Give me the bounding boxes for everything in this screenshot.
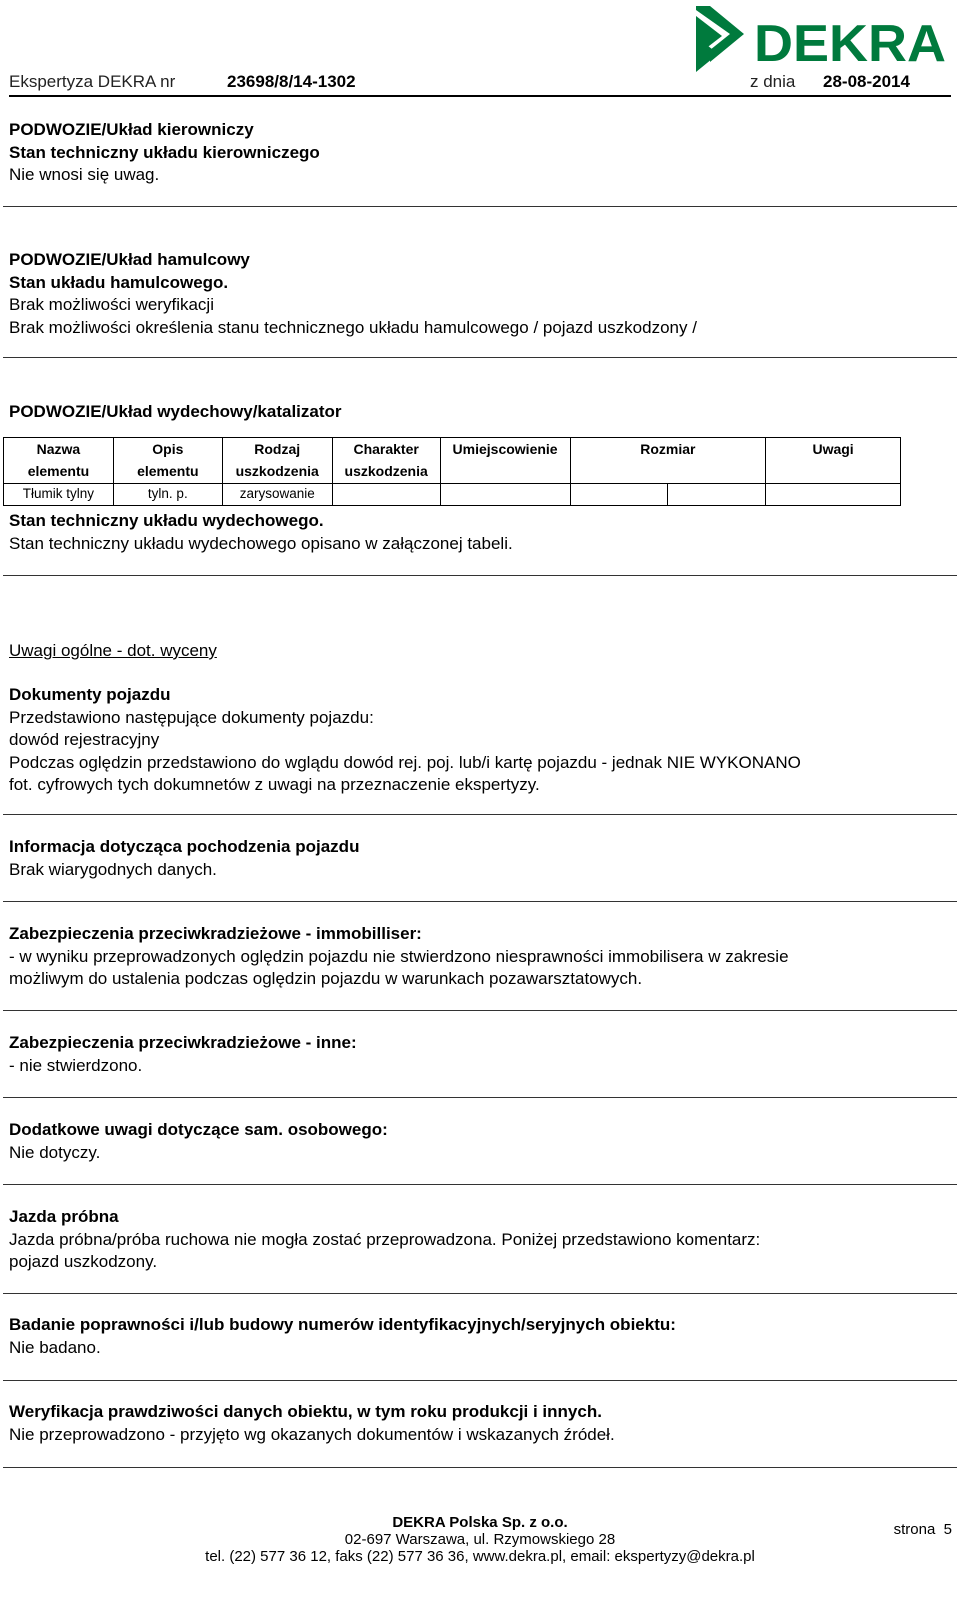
documents-section <box>9 684 951 797</box>
immobiliser-section <box>9 923 951 991</box>
exhaust-title: PODWOZIE/Układ wydechowy/katalizator <box>9 402 342 421</box>
section-divider <box>3 357 957 358</box>
document-header <box>9 72 951 96</box>
origin-title: Informacja dotycząca pochodzenia pojazdu <box>9 837 360 856</box>
other-security-section <box>9 1032 951 1077</box>
section-divider <box>3 814 957 815</box>
general-remarks-block <box>9 640 951 663</box>
steering-text: Nie wnosi się uwag. <box>9 165 160 184</box>
origin-section <box>9 836 951 881</box>
immobiliser-title: Zabezpieczenia przeciwkradzieżowe - immobilliser: <box>9 924 422 943</box>
damage-table-header <box>4 438 901 484</box>
page-label: strona <box>893 1521 936 1538</box>
col-header-location: Umiejscowienie <box>440 438 570 484</box>
section-divider <box>3 1097 957 1098</box>
table-cell: Tłumik tylny <box>4 484 114 506</box>
col-header-size: Rozmiar <box>570 438 766 484</box>
exhaust-status-block <box>9 510 951 555</box>
documents-line: Podczas oględzin przedstawiono do wglądu dowód rej. poj. lub/i kartę pojazdu - jednak NIE WYKONANO <box>9 752 801 772</box>
section-divider <box>3 1010 957 1011</box>
section-divider <box>3 1380 957 1381</box>
company-footer <box>0 1514 960 1565</box>
brakes-subtitle: Stan układu hamulcowego. <box>9 272 229 292</box>
steering-subtitle: Stan techniczny układu kierowniczego <box>9 142 320 162</box>
test-drive-title: Jazda próbna <box>9 1207 119 1226</box>
table-cell <box>668 484 766 506</box>
documents-line: Przedstawiono następujące dokumenty pojazdu: <box>9 707 374 727</box>
immobiliser-line: - w wyniku przeprowadzonych oględzin pojazdu nie stwierdzono niesprawności immobilisera w zakresie <box>9 946 789 966</box>
brakes-line2: Brak możliwości określenia stanu technicznego układu hamulcowego / pojazd uszkodzony / <box>9 317 697 337</box>
extra-remarks-section <box>9 1119 951 1164</box>
table-cell: tyln. p. <box>113 484 222 506</box>
documents-line: dowód rejestracyjny <box>9 730 160 749</box>
expertise-number: 23698/8/14-1302 <box>227 72 356 91</box>
section-divider <box>3 1467 957 1468</box>
col-header-description: Opis elementu <box>113 438 222 484</box>
header-divider <box>9 95 951 97</box>
general-remarks-heading: Uwagi ogólne - dot. wyceny <box>9 641 217 660</box>
date-label: z dnia <box>750 72 796 91</box>
table-cell: zarysowanie <box>222 484 332 506</box>
table-cell <box>440 484 570 506</box>
documents-title: Dokumenty pojazdu <box>9 685 171 704</box>
verification-title: Weryfikacja prawdziwości danych obiektu, w tym roku produkcji i innych. <box>9 1402 602 1421</box>
col-header-damage-type: Rodzaj uszkodzenia <box>222 438 332 484</box>
table-row <box>4 484 901 506</box>
section-divider <box>3 575 957 576</box>
expertise-label: Ekspertyza DEKRA nr <box>9 72 176 91</box>
page-value: 5 <box>943 1521 952 1538</box>
origin-text: Brak wiarygodnych danych. <box>9 859 217 879</box>
brakes-section <box>9 249 951 339</box>
steering-section <box>9 119 951 187</box>
id-numbers-text: Nie badano. <box>9 1337 101 1357</box>
section-divider <box>3 1293 957 1294</box>
steering-title: PODWOZIE/Układ kierowniczy <box>9 120 254 139</box>
dekra-logo-text: DEKRA <box>754 15 946 73</box>
extra-remarks-text: Nie dotyczy. <box>9 1142 101 1162</box>
section-divider <box>3 901 957 902</box>
brakes-title: PODWOZIE/Układ hamulcowy <box>9 250 250 269</box>
id-numbers-section <box>9 1314 951 1359</box>
verification-text: Nie przeprowadzono - przyjęto wg okazanych dokumentów i wskazanych źródeł. <box>9 1424 615 1444</box>
date-value: 28-08-2014 <box>823 72 910 91</box>
test-drive-line: pojazd uszkodzony. <box>9 1252 158 1271</box>
footer-company: DEKRA Polska Sp. z o.o. <box>392 1514 568 1531</box>
col-header-remarks: Uwagi <box>766 438 901 484</box>
section-divider <box>3 206 957 207</box>
exhaust-text: Stan techniczny układu wydechowego opisano w załączonej tabeli. <box>9 533 513 553</box>
exhaust-title-block <box>9 401 951 424</box>
id-numbers-title: Badanie poprawności i/lub budowy numerów identyfikacyjnych/seryjnych obiektu: <box>9 1315 676 1334</box>
test-drive-line: Jazda próbna/próba ruchowa nie mogła zostać przeprowadzona. Poniżej przedstawiono komentarz: <box>9 1229 761 1249</box>
footer-contact: tel. (22) 577 36 12, faks (22) 577 36 36, www.dekra.pl, email: ekspertyzy@dekra.pl <box>205 1548 755 1565</box>
exhaust-subtitle: Stan techniczny układu wydechowego. <box>9 511 324 530</box>
test-drive-section <box>9 1206 951 1274</box>
table-cell <box>766 484 901 506</box>
immobiliser-line: możliwym do ustalenia podczas oględzin pojazdu w warunkach pozawarsztatowych. <box>9 969 643 988</box>
footer-address: 02-697 Warszawa, ul. Rzymowskiego 28 <box>344 1531 616 1548</box>
other-security-title: Zabezpieczenia przeciwkradzieżowe - inne: <box>9 1033 357 1052</box>
col-header-damage-character: Charakter uszkodzenia <box>332 438 440 484</box>
dekra-logo <box>696 6 954 82</box>
other-security-text: - nie stwierdzono. <box>9 1055 143 1075</box>
verification-section <box>9 1401 951 1446</box>
table-cell <box>332 484 440 506</box>
brakes-line1: Brak możliwości weryfikacji <box>9 295 214 314</box>
documents-line: fot. cyfrowych tych dokumnetów z uwagi na przeznaczenie ekspertyzy. <box>9 775 540 794</box>
damage-table <box>3 437 901 506</box>
table-cell <box>570 484 668 506</box>
extra-remarks-title: Dodatkowe uwagi dotyczące sam. osobowego: <box>9 1120 388 1139</box>
section-divider <box>3 1184 957 1185</box>
col-header-name: Nazwa elementu <box>4 438 114 484</box>
